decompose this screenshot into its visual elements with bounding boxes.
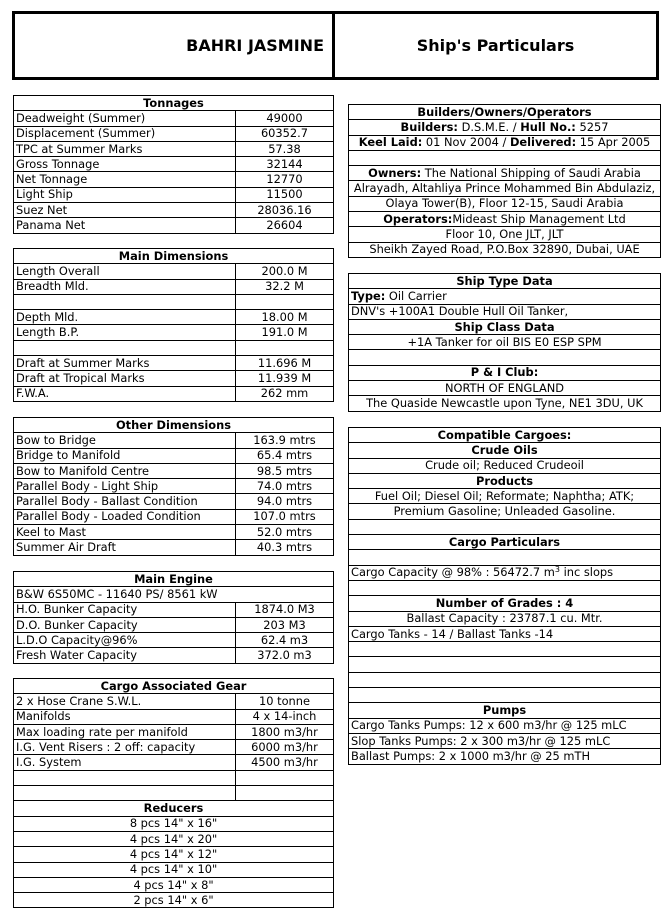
keel-label: Keel Laid:: [358, 135, 423, 150]
spec-row: [14, 724, 334, 739]
spec-row: [14, 433, 334, 448]
operators-row: [349, 212, 661, 227]
empty-row: [349, 150, 661, 165]
engine-model: B&W 6S50MC - 11640 PS/ 8561 kW: [14, 587, 334, 602]
spec-label: Displacement (Summer): [14, 126, 236, 141]
spec-label: D.O. Bunker Capacity: [14, 617, 236, 632]
hull-value: 5257: [575, 119, 609, 134]
spec-label: Parallel Body - Light Ship: [14, 479, 236, 494]
spec-row: [14, 264, 334, 279]
class-notation: +1A Tanker for oil BIS E0 ESP SPM: [349, 335, 661, 350]
spec-value: 262 mm: [236, 386, 334, 401]
spec-row: [14, 525, 334, 540]
pi-club-title: P & I Club:: [349, 365, 661, 380]
spec-row: [14, 279, 334, 294]
cargo-particulars-title: Cargo Particulars: [349, 535, 661, 550]
operators-value: Mideast Ship Management Ltd: [452, 211, 626, 226]
ship-type-title: Ship Type Data: [349, 274, 661, 289]
empty-row: [349, 672, 661, 687]
spec-label: Summer Air Draft: [14, 540, 236, 555]
spec-label: [14, 340, 236, 355]
spec-value: 11500: [236, 187, 334, 202]
spec-label: Net Tonnage: [14, 172, 236, 187]
spec-label: Draft at Tropical Marks: [14, 371, 236, 386]
builders-table: [348, 104, 661, 258]
tanks-count: Cargo Tanks - 14 / Ballast Tanks -14: [349, 626, 661, 641]
builders-row: [349, 120, 661, 135]
spec-label: Suez Net: [14, 203, 236, 218]
keel-value: 01 Nov 2004 /: [422, 135, 510, 150]
spec-label: I.G. Vent Risers : 2 off: capacity: [14, 740, 236, 755]
owners-address-1: Alrayadh, Altahliya Prince Mohammed Bin Abdulaziz,: [349, 181, 661, 196]
spec-label: Depth Mld.: [14, 310, 236, 325]
empty-row: [349, 642, 661, 657]
spec-value: [236, 786, 334, 801]
spec-row: [14, 126, 334, 141]
ship-name: BAHRI JASMINE: [15, 14, 335, 77]
operators-address-1: Floor 10, One JLT, JLT: [349, 227, 661, 242]
owners-value: The National Shipping of Saudi Arabia: [421, 165, 641, 180]
reducer-item: 4 pcs 14" x 10": [14, 862, 334, 877]
spec-label: I.G. System: [14, 755, 236, 770]
main-dimensions-title: Main Dimensions: [14, 249, 334, 264]
spec-label: Breadth Mld.: [14, 279, 236, 294]
spec-value: 200.0 M: [236, 264, 334, 279]
cargo-gear-table: [13, 678, 334, 908]
spec-row: [14, 694, 334, 709]
operators-address-2: Sheikh Zayed Road, P.O.Box 32890, Dubai, UAE: [349, 242, 661, 257]
spec-value: 107.0 mtrs: [236, 509, 334, 524]
grades-title: Number of Grades : 4: [349, 596, 661, 611]
spec-value: 60352.7: [236, 126, 334, 141]
spec-row: [14, 740, 334, 755]
spec-label: L.D.O Capacity@96%: [14, 633, 236, 648]
type-label: Type:: [351, 288, 386, 303]
builders-title: Builders/Owners/Operators: [349, 105, 661, 120]
spec-label: Draft at Summer Marks: [14, 356, 236, 371]
reducer-row: [14, 816, 334, 831]
spec-row: [14, 218, 334, 233]
type-row: [349, 289, 661, 304]
spec-label: Length Overall: [14, 264, 236, 279]
spec-value: 49000: [236, 111, 334, 126]
spec-row: [14, 786, 334, 801]
cargo-capacity-tail: inc slops: [559, 565, 614, 580]
class-line: DNV's +100A1 Double Hull Oil Tanker,: [349, 304, 661, 319]
spec-label: [14, 770, 236, 785]
spec-value: 191.0 M: [236, 325, 334, 340]
spec-value: 40.3 mtrs: [236, 540, 334, 555]
builders-value: D.S.M.E. /: [457, 119, 521, 134]
spec-value: 32.2 M: [236, 279, 334, 294]
spec-label: Bow to Manifold Centre: [14, 463, 236, 478]
spec-value: 74.0 mtrs: [236, 479, 334, 494]
owners-row: [349, 166, 661, 181]
ballast-capacity: Ballast Capacity : 23787.1 cu. Mtr.: [349, 611, 661, 626]
spec-row: [14, 172, 334, 187]
empty-row: [349, 657, 661, 672]
spec-value: [236, 340, 334, 355]
spec-value: 4 x 14-inch: [236, 709, 334, 724]
reducer-row: [14, 862, 334, 877]
spec-value: 4500 m3/hr: [236, 755, 334, 770]
spec-value: 11.939 M: [236, 371, 334, 386]
cargo-capacity-sup: 3: [554, 565, 560, 575]
spec-value: 98.5 mtrs: [236, 463, 334, 478]
pump-slop: Slop Tanks Pumps: 2 x 300 m3/hr @ 125 mLC: [349, 733, 661, 748]
spec-value: 26604: [236, 218, 334, 233]
spec-row: [14, 463, 334, 478]
empty-row: [349, 350, 661, 365]
reducer-row: [14, 893, 334, 908]
spec-value: 11.696 M: [236, 356, 334, 371]
reducer-item: 4 pcs 14" x 8": [14, 877, 334, 892]
ship-class-title: Ship Class Data: [349, 319, 661, 334]
ship-type-table: [348, 273, 661, 412]
spec-label: Gross Tonnage: [14, 157, 236, 172]
spec-value: 18.00 M: [236, 310, 334, 325]
spec-value: 163.9 mtrs: [236, 433, 334, 448]
spec-value: [236, 770, 334, 785]
cargoes-table: [348, 427, 661, 765]
spec-label: [14, 786, 236, 801]
delivered-value: 15 Apr 2005: [576, 135, 651, 150]
spec-row: [14, 602, 334, 617]
spec-label: Light Ship: [14, 187, 236, 202]
spec-value: 52.0 mtrs: [236, 525, 334, 540]
pump-ballast: Ballast Pumps: 2 x 1000 m3/hr @ 25 mTH: [349, 749, 661, 764]
spec-value: 1800 m3/hr: [236, 724, 334, 739]
type-value: Oil Carrier: [385, 288, 447, 303]
crude-oils-list: Crude oil; Reduced Crudeoil: [349, 458, 661, 473]
spec-value: 32144: [236, 157, 334, 172]
spec-value: 372.0 m3: [236, 648, 334, 663]
spec-value: [236, 294, 334, 309]
delivered-label: Delivered:: [509, 135, 577, 150]
spec-label: Length B.P.: [14, 325, 236, 340]
empty-row: [349, 688, 661, 703]
spec-label: Bow to Bridge: [14, 433, 236, 448]
owners-label: Owners:: [368, 165, 422, 180]
document-header: [12, 11, 659, 80]
cargoes-title: Compatible Cargoes:: [349, 428, 661, 443]
main-engine-table: [13, 571, 334, 664]
spec-value: 65.4 mtrs: [236, 448, 334, 463]
spec-row: [14, 770, 334, 785]
empty-row: [349, 519, 661, 534]
keel-row: [349, 135, 661, 150]
spec-value: 203 M3: [236, 617, 334, 632]
spec-row: [14, 325, 334, 340]
spec-label: H.O. Bunker Capacity: [14, 602, 236, 617]
spec-row: [14, 479, 334, 494]
products-line-1: Fuel Oil; Diesel Oil; Reformate; Naphtha; ATK;: [349, 489, 661, 504]
tonnages-title: Tonnages: [14, 96, 334, 111]
spec-label: Panama Net: [14, 218, 236, 233]
spec-value: 94.0 mtrs: [236, 494, 334, 509]
spec-row: [14, 294, 334, 309]
spec-row: [14, 371, 334, 386]
spec-label: Keel to Mast: [14, 525, 236, 540]
spec-row: [14, 203, 334, 218]
spec-label: Bridge to Manifold: [14, 448, 236, 463]
spec-label: Deadweight (Summer): [14, 111, 236, 126]
cargo-capacity-text: Cargo Capacity @ 98% : 56472.7 m: [351, 565, 555, 580]
main-engine-title: Main Engine: [14, 572, 334, 587]
spec-row: [14, 633, 334, 648]
spec-row: [14, 617, 334, 632]
spec-label: Manifolds: [14, 709, 236, 724]
reducers-title: Reducers: [14, 801, 334, 816]
spec-row: [14, 540, 334, 555]
empty-row: [349, 580, 661, 595]
spec-row: [14, 356, 334, 371]
pi-club-name: NORTH OF ENGLAND: [349, 381, 661, 396]
spec-row: [14, 709, 334, 724]
products-title: Products: [349, 473, 661, 488]
spec-row: [14, 111, 334, 126]
spec-row: [14, 157, 334, 172]
reducer-item: 4 pcs 14" x 12": [14, 847, 334, 862]
spec-row: [14, 448, 334, 463]
cargo-gear-title: Cargo Associated Gear: [14, 679, 334, 694]
spec-label: Parallel Body - Loaded Condition: [14, 509, 236, 524]
tonnages-table: [13, 95, 334, 234]
spec-label: Fresh Water Capacity: [14, 648, 236, 663]
spec-row: [14, 310, 334, 325]
spec-label: Max loading rate per manifold: [14, 724, 236, 739]
pumps-title: Pumps: [349, 703, 661, 718]
pi-club-address: The Quaside Newcastle upon Tyne, NE1 3DU, UK: [349, 396, 661, 411]
spec-row: [14, 141, 334, 156]
reducer-item: 8 pcs 14" x 16": [14, 816, 334, 831]
reducer-item: 2 pcs 14" x 6": [14, 893, 334, 908]
spec-row: [14, 187, 334, 202]
spec-label: F.W.A.: [14, 386, 236, 401]
spec-label: Parallel Body - Ballast Condition: [14, 494, 236, 509]
spec-value: 28036.16: [236, 203, 334, 218]
spec-label: [14, 294, 236, 309]
crude-oils-title: Crude Oils: [349, 443, 661, 458]
spec-value: 62.4 m3: [236, 633, 334, 648]
spec-value: 10 tonne: [236, 694, 334, 709]
spec-row: [14, 648, 334, 663]
other-dimensions-title: Other Dimensions: [14, 418, 334, 433]
cargo-capacity: [349, 565, 661, 580]
spec-row: [14, 494, 334, 509]
document-title: Ship's Particulars: [416, 36, 575, 55]
spec-label: TPC at Summer Marks: [14, 141, 236, 156]
spec-value: 12770: [236, 172, 334, 187]
spec-row: [14, 386, 334, 401]
spec-row: [14, 509, 334, 524]
builders-label: Builders:: [400, 119, 458, 134]
spec-value: 1874.0 M3: [236, 602, 334, 617]
spec-value: 6000 m3/hr: [236, 740, 334, 755]
reducer-row: [14, 847, 334, 862]
operators-label: Operators:: [383, 211, 453, 226]
spec-value: 57.38: [236, 141, 334, 156]
reducer-row: [14, 831, 334, 846]
hull-label: Hull No.:: [520, 119, 576, 134]
reducer-row: [14, 877, 334, 892]
spec-label: 2 x Hose Crane S.W.L.: [14, 694, 236, 709]
main-dimensions-table: [13, 248, 334, 402]
products-line-2: Premium Gasoline; Unleaded Gasoline.: [349, 504, 661, 519]
spec-row: [14, 755, 334, 770]
empty-row: [349, 550, 661, 565]
reducer-item: 4 pcs 14" x 20": [14, 831, 334, 846]
pump-cargo: Cargo Tanks Pumps: 12 x 600 m3/hr @ 125 mLC: [349, 718, 661, 733]
other-dimensions-table: [13, 417, 334, 556]
spec-row: [14, 340, 334, 355]
owners-address-2: Olaya Tower(B), Floor 12-15, Saudi Arabia: [349, 196, 661, 211]
